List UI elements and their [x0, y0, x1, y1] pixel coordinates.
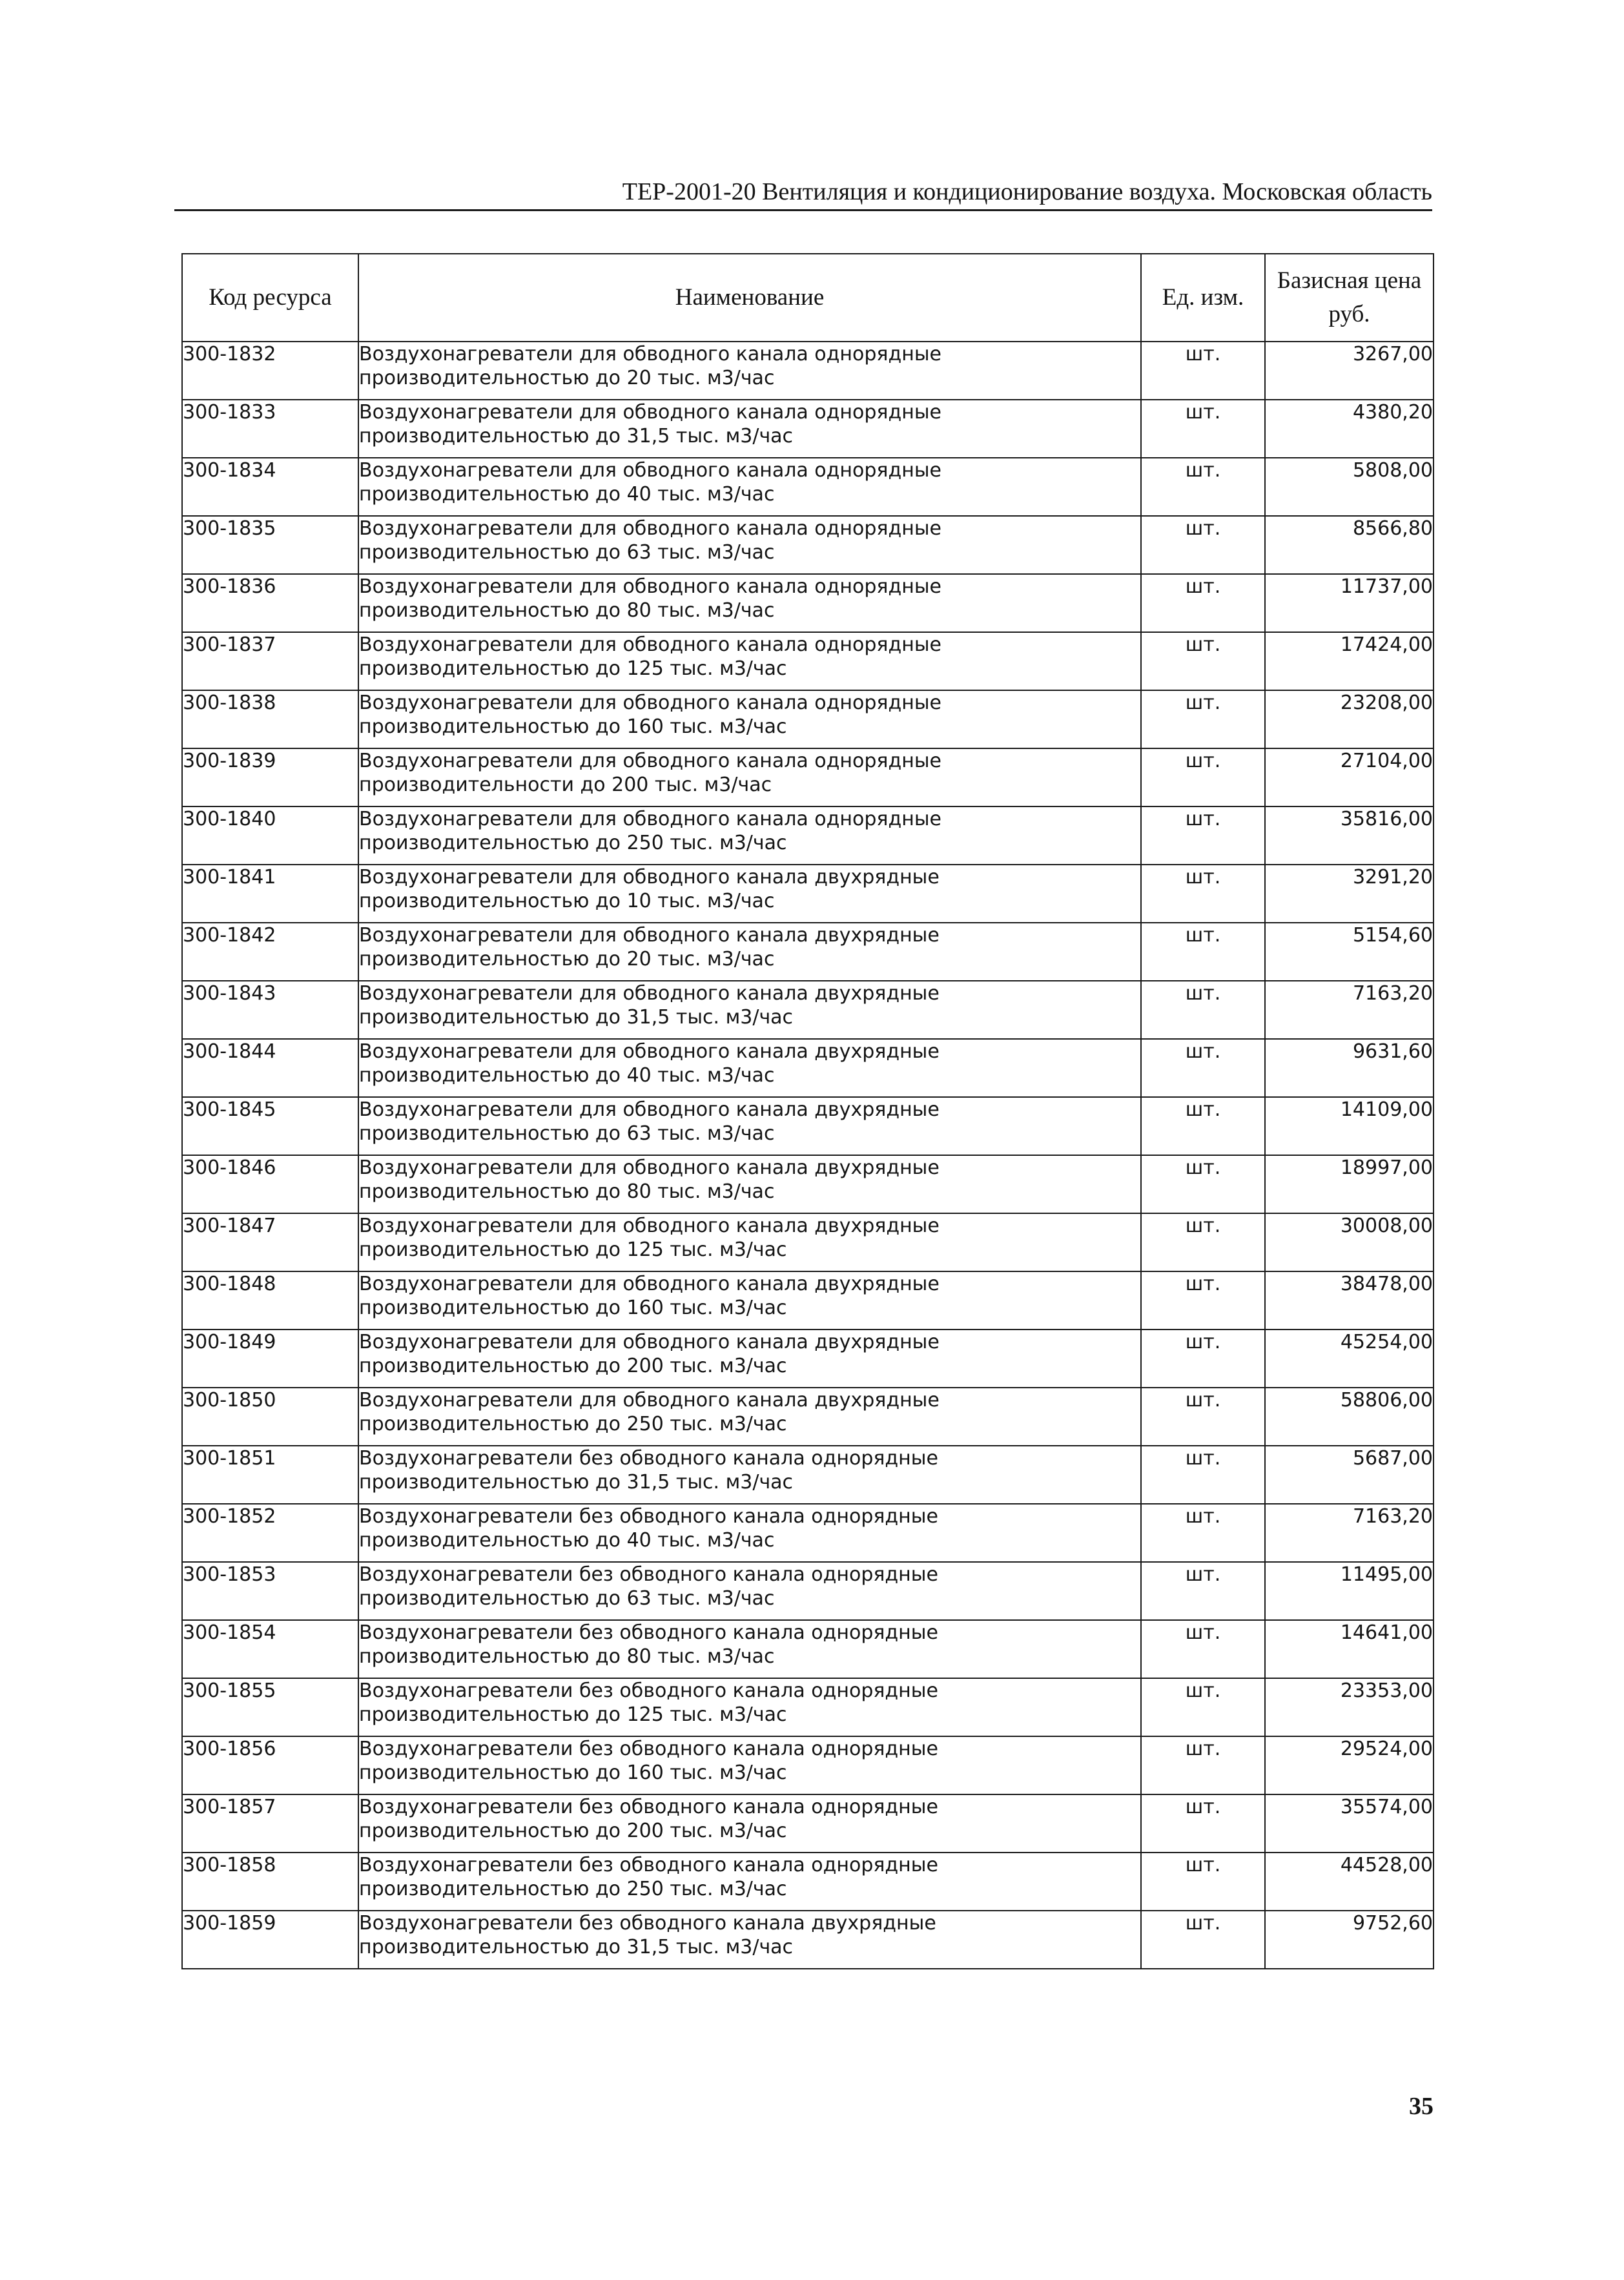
- base-price: 3267,00: [1265, 342, 1434, 400]
- resource-name: [358, 458, 1141, 516]
- resource-name-line1: Воздухонагреватели для обводного канала однорядные: [359, 808, 941, 830]
- column-header-unit: Ед. изм.: [1141, 254, 1265, 342]
- resource-name: [358, 1620, 1141, 1678]
- unit-of-measure: шт.: [1141, 806, 1265, 865]
- table-row: [182, 923, 1434, 981]
- resource-code: 300-1833: [182, 400, 358, 458]
- table-row: [182, 516, 1434, 574]
- resource-code: 300-1839: [182, 748, 358, 806]
- resource-code: 300-1838: [182, 690, 358, 748]
- resource-name: [358, 1794, 1141, 1853]
- resource-code: 300-1849: [182, 1330, 358, 1388]
- resource-name-line2: производительностью до 250 тыс. м3/час: [359, 1878, 787, 1900]
- column-header-name: Наименование: [358, 254, 1141, 342]
- resource-code: 300-1857: [182, 1794, 358, 1853]
- resource-name: [358, 1097, 1141, 1155]
- resource-code: 300-1859: [182, 1911, 358, 1969]
- resource-code: 300-1854: [182, 1620, 358, 1678]
- resource-name: [358, 865, 1141, 923]
- resource-name-line2: производительностью до 40 тыс. м3/час: [359, 483, 775, 506]
- base-price: 17424,00: [1265, 632, 1434, 690]
- resource-name: [358, 342, 1141, 400]
- resource-name-line1: Воздухонагреватели без обводного канала однорядные: [359, 1796, 938, 1818]
- table-row: [182, 1562, 1434, 1620]
- base-price: 5687,00: [1265, 1446, 1434, 1504]
- base-price: 9631,60: [1265, 1039, 1434, 1097]
- resource-code: 300-1842: [182, 923, 358, 981]
- table-row: [182, 1155, 1434, 1213]
- unit-of-measure: шт.: [1141, 1911, 1265, 1969]
- unit-of-measure: шт.: [1141, 1271, 1265, 1330]
- base-price: 3291,20: [1265, 865, 1434, 923]
- base-price: 5808,00: [1265, 458, 1434, 516]
- resource-code: 300-1840: [182, 806, 358, 865]
- unit-of-measure: шт.: [1141, 981, 1265, 1039]
- resource-name-line2: производительностью до 160 тыс. м3/час: [359, 1761, 787, 1784]
- resource-name: [358, 1678, 1141, 1736]
- resource-name-line1: Воздухонагреватели для обводного канала однорядные: [359, 517, 941, 540]
- unit-of-measure: шт.: [1141, 748, 1265, 806]
- resource-name-line1: Воздухонагреватели для обводного канала двухрядные: [359, 924, 940, 947]
- base-price: 14641,00: [1265, 1620, 1434, 1678]
- base-price: 5154,60: [1265, 923, 1434, 981]
- table-row: [182, 632, 1434, 690]
- resource-name: [358, 1853, 1141, 1911]
- resource-name-line1: Воздухонагреватели без обводного канала однорядные: [359, 1679, 938, 1702]
- table-row: [182, 574, 1434, 632]
- unit-of-measure: шт.: [1141, 400, 1265, 458]
- table-row: [182, 1620, 1434, 1678]
- resource-name: [358, 1330, 1141, 1388]
- resource-name-line1: Воздухонагреватели для обводного канала двухрядные: [359, 866, 940, 888]
- base-price: 23208,00: [1265, 690, 1434, 748]
- resource-code: 300-1858: [182, 1853, 358, 1911]
- resource-name-line2: производительностью до 63 тыс. м3/час: [359, 1122, 775, 1145]
- unit-of-measure: шт.: [1141, 1155, 1265, 1213]
- unit-of-measure: шт.: [1141, 1562, 1265, 1620]
- table-row: [182, 1213, 1434, 1271]
- unit-of-measure: шт.: [1141, 1213, 1265, 1271]
- unit-of-measure: шт.: [1141, 574, 1265, 632]
- resource-name: [358, 1504, 1141, 1562]
- resource-name-line2: производительностью до 250 тыс. м3/час: [359, 1413, 787, 1435]
- unit-of-measure: шт.: [1141, 1388, 1265, 1446]
- table-row: [182, 1330, 1434, 1388]
- resource-name-line1: Воздухонагреватели для обводного канала однорядные: [359, 401, 941, 424]
- resource-name-line2: производительностью до 200 тыс. м3/час: [359, 1355, 787, 1377]
- resource-name-line1: Воздухонагреватели для обводного канала однорядные: [359, 575, 941, 598]
- resource-code: 300-1832: [182, 342, 358, 400]
- resource-name: [358, 806, 1141, 865]
- resource-code: 300-1847: [182, 1213, 358, 1271]
- column-header-price-line2: руб.: [1328, 301, 1370, 327]
- table-row: [182, 806, 1434, 865]
- resource-name-line2: производительностью до 250 тыс. м3/час: [359, 832, 787, 854]
- resource-name: [358, 690, 1141, 748]
- resource-name-line2: производительностью до 20 тыс. м3/час: [359, 948, 775, 971]
- unit-of-measure: шт.: [1141, 1794, 1265, 1853]
- table-row: [182, 748, 1434, 806]
- base-price: 18997,00: [1265, 1155, 1434, 1213]
- document-title: ТЕР-2001-20 Вентиляция и кондиционирование воздуха. Московская область: [622, 178, 1432, 205]
- table-body: [182, 342, 1434, 1969]
- resource-name-line1: Воздухонагреватели для обводного канала двухрядные: [359, 1273, 940, 1295]
- base-price: 35574,00: [1265, 1794, 1434, 1853]
- unit-of-measure: шт.: [1141, 1678, 1265, 1736]
- base-price: 38478,00: [1265, 1271, 1434, 1330]
- resource-name: [358, 1213, 1141, 1271]
- resource-name: [358, 400, 1141, 458]
- base-price: 11737,00: [1265, 574, 1434, 632]
- resource-name-line2: производительностью до 31,5 тыс. м3/час: [359, 1471, 794, 1494]
- unit-of-measure: шт.: [1141, 923, 1265, 981]
- resource-name-line2: производительности до 200 тыс. м3/час: [359, 774, 772, 796]
- table-row: [182, 1388, 1434, 1446]
- base-price: 58806,00: [1265, 1388, 1434, 1446]
- unit-of-measure: шт.: [1141, 1330, 1265, 1388]
- resource-name-line2: производительностью до 80 тыс. м3/час: [359, 1180, 775, 1203]
- resource-name-line2: производительностью до 31,5 тыс. м3/час: [359, 425, 794, 447]
- unit-of-measure: шт.: [1141, 458, 1265, 516]
- resource-name-line2: производительностью до 63 тыс. м3/час: [359, 541, 775, 564]
- resource-name-line2: производительностью до 10 тыс. м3/час: [359, 890, 775, 912]
- resource-name-line1: Воздухонагреватели без обводного канала однорядные: [359, 1563, 938, 1586]
- resource-name-line1: Воздухонагреватели для обводного канала двухрядные: [359, 1040, 940, 1063]
- base-price: 11495,00: [1265, 1562, 1434, 1620]
- resource-name-line2: производительностью до 63 тыс. м3/час: [359, 1587, 775, 1610]
- table-row: [182, 1678, 1434, 1736]
- resource-name-line1: Воздухонагреватели без обводного канала однорядные: [359, 1447, 938, 1470]
- resource-name: [358, 748, 1141, 806]
- resource-name-line1: Воздухонагреватели для обводного канала однорядные: [359, 750, 941, 772]
- page-header: [174, 174, 1432, 211]
- table-row: [182, 1853, 1434, 1911]
- table-row: [182, 1446, 1434, 1504]
- resource-code: 300-1853: [182, 1562, 358, 1620]
- resource-name-line1: Воздухонагреватели для обводного канала однорядные: [359, 459, 941, 482]
- resource-name-line1: Воздухонагреватели для обводного канала двухрядные: [359, 1389, 940, 1412]
- unit-of-measure: шт.: [1141, 690, 1265, 748]
- resource-name-line1: Воздухонагреватели для обводного канала двухрядные: [359, 1098, 940, 1121]
- table-row: [182, 342, 1434, 400]
- resource-name-line2: производительностью до 125 тыс. м3/час: [359, 1703, 787, 1726]
- table-row: [182, 1736, 1434, 1794]
- base-price: 7163,20: [1265, 981, 1434, 1039]
- unit-of-measure: шт.: [1141, 1504, 1265, 1562]
- resource-name-line1: Воздухонагреватели без обводного канала однорядные: [359, 1738, 938, 1760]
- unit-of-measure: шт.: [1141, 342, 1265, 400]
- resource-name: [358, 981, 1141, 1039]
- resource-name-line1: Воздухонагреватели без обводного канала однорядные: [359, 1621, 938, 1644]
- resource-name-line2: производительностью до 20 тыс. м3/час: [359, 367, 775, 389]
- resource-name-line1: Воздухонагреватели без обводного канала однорядные: [359, 1505, 938, 1528]
- resource-name-line1: Воздухонагреватели для обводного канала двухрядные: [359, 1156, 940, 1179]
- unit-of-measure: шт.: [1141, 1853, 1265, 1911]
- base-price: 9752,60: [1265, 1911, 1434, 1969]
- table-row: [182, 1271, 1434, 1330]
- resource-name-line2: производительностью до 40 тыс. м3/час: [359, 1529, 775, 1552]
- resource-name-line2: производительностью до 160 тыс. м3/час: [359, 1297, 787, 1319]
- resource-code: 300-1835: [182, 516, 358, 574]
- resource-name: [358, 1039, 1141, 1097]
- resource-name-line1: Воздухонагреватели для обводного канала однорядные: [359, 692, 941, 714]
- resource-name: [358, 516, 1141, 574]
- resource-code: 300-1852: [182, 1504, 358, 1562]
- resource-name-line1: Воздухонагреватели для обводного канала однорядные: [359, 343, 941, 365]
- resource-name: [358, 1911, 1141, 1969]
- resource-name-line2: производительностью до 80 тыс. м3/час: [359, 1645, 775, 1668]
- resource-name: [358, 1562, 1141, 1620]
- unit-of-measure: шт.: [1141, 1039, 1265, 1097]
- resource-name: [358, 1271, 1141, 1330]
- resource-name-line2: производительностью до 200 тыс. м3/час: [359, 1820, 787, 1842]
- base-price: 44528,00: [1265, 1853, 1434, 1911]
- resource-name-line1: Воздухонагреватели для обводного канала однорядные: [359, 633, 941, 656]
- resource-code: 300-1850: [182, 1388, 358, 1446]
- base-price: 8566,80: [1265, 516, 1434, 574]
- unit-of-measure: шт.: [1141, 632, 1265, 690]
- resource-name: [358, 1388, 1141, 1446]
- resource-name: [358, 1736, 1141, 1794]
- table-row: [182, 865, 1434, 923]
- table-row: [182, 458, 1434, 516]
- resource-code: 300-1855: [182, 1678, 358, 1736]
- base-price: 7163,20: [1265, 1504, 1434, 1562]
- resource-name-line1: Воздухонагреватели для обводного канала двухрядные: [359, 1331, 940, 1353]
- table-row: [182, 1911, 1434, 1969]
- resource-name-line2: производительностью до 125 тыс. м3/час: [359, 657, 787, 680]
- table-row: [182, 400, 1434, 458]
- table-row: [182, 1794, 1434, 1853]
- resource-code: 300-1848: [182, 1271, 358, 1330]
- base-price: 30008,00: [1265, 1213, 1434, 1271]
- resource-code: 300-1843: [182, 981, 358, 1039]
- resource-name-line2: производительностью до 160 тыс. м3/час: [359, 715, 787, 738]
- resource-name: [358, 574, 1141, 632]
- resource-code: 300-1841: [182, 865, 358, 923]
- unit-of-measure: шт.: [1141, 1736, 1265, 1794]
- resource-name: [358, 1446, 1141, 1504]
- column-header-price: [1265, 254, 1434, 342]
- unit-of-measure: шт.: [1141, 516, 1265, 574]
- column-header-code: Код ресурса: [182, 254, 358, 342]
- resource-code: 300-1834: [182, 458, 358, 516]
- column-header-price-line1: Базисная цена: [1277, 267, 1422, 294]
- resource-code: 300-1837: [182, 632, 358, 690]
- resource-name-line2: производительностью до 31,5 тыс. м3/час: [359, 1936, 794, 1958]
- unit-of-measure: шт.: [1141, 1097, 1265, 1155]
- resource-name-line2: производительностью до 31,5 тыс. м3/час: [359, 1006, 794, 1029]
- resource-name: [358, 1155, 1141, 1213]
- resource-name-line1: Воздухонагреватели для обводного канала двухрядные: [359, 982, 940, 1005]
- table-row: [182, 1097, 1434, 1155]
- base-price: 45254,00: [1265, 1330, 1434, 1388]
- base-price: 27104,00: [1265, 748, 1434, 806]
- resource-code: 300-1856: [182, 1736, 358, 1794]
- unit-of-measure: шт.: [1141, 1446, 1265, 1504]
- resource-name: [358, 632, 1141, 690]
- resource-name-line2: производительностью до 40 тыс. м3/час: [359, 1064, 775, 1087]
- base-price: 35816,00: [1265, 806, 1434, 865]
- resource-name: [358, 923, 1141, 981]
- resource-code: 300-1836: [182, 574, 358, 632]
- resource-code: 300-1846: [182, 1155, 358, 1213]
- resource-name-line2: производительностью до 125 тыс. м3/час: [359, 1238, 787, 1261]
- resource-table: [181, 253, 1434, 1969]
- table-row: [182, 1039, 1434, 1097]
- resource-name-line1: Воздухонагреватели без обводного канала однорядные: [359, 1854, 938, 1876]
- resource-code: 300-1851: [182, 1446, 358, 1504]
- resource-code: 300-1845: [182, 1097, 358, 1155]
- base-price: 23353,00: [1265, 1678, 1434, 1736]
- table-row: [182, 1504, 1434, 1562]
- unit-of-measure: шт.: [1141, 865, 1265, 923]
- base-price: 4380,20: [1265, 400, 1434, 458]
- table-header-row: [182, 254, 1434, 342]
- base-price: 14109,00: [1265, 1097, 1434, 1155]
- resource-name-line1: Воздухонагреватели без обводного канала двухрядные: [359, 1912, 936, 1935]
- resource-name-line2: производительностью до 80 тыс. м3/час: [359, 599, 775, 622]
- resource-name-line1: Воздухонагреватели для обводного канала двухрядные: [359, 1215, 940, 1237]
- base-price: 29524,00: [1265, 1736, 1434, 1794]
- resource-code: 300-1844: [182, 1039, 358, 1097]
- table-row: [182, 690, 1434, 748]
- table-row: [182, 981, 1434, 1039]
- unit-of-measure: шт.: [1141, 1620, 1265, 1678]
- page-number: 35: [1409, 2093, 1434, 2120]
